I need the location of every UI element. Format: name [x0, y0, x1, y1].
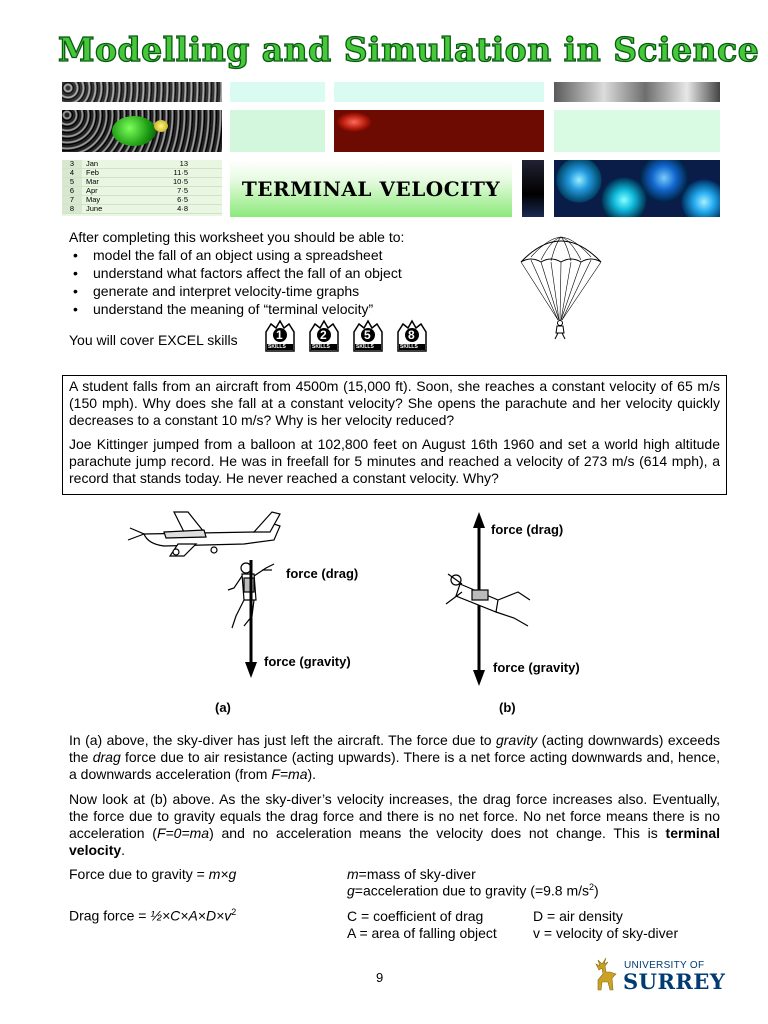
- page-number: 9: [376, 970, 384, 985]
- drag-equation: Drag force = $\frac{1}{2}\times C\times A\times D\times v^2$: [69, 907, 237, 924]
- university-logo: [590, 956, 724, 996]
- graphene-molecule-image: [62, 110, 222, 152]
- logo-text-small: UNIVERSITY OF: [624, 960, 705, 971]
- gravity-equation: Force due to gravity = m×g: [69, 866, 237, 882]
- c-definition: C = coefficient of drag: [347, 908, 484, 924]
- objectives: [69, 228, 499, 318]
- spreadsheet-row: 3 Jan 13: [62, 160, 222, 169]
- label-b: (b): [499, 700, 516, 715]
- banner-tile-cyan-2: [334, 82, 544, 102]
- label-a: (a): [215, 700, 231, 715]
- worksheet-title-box: [230, 160, 512, 217]
- mass-definition: m=mass of sky-diver: [347, 866, 476, 882]
- spreadsheet-row: 7 May 6·5: [62, 196, 222, 205]
- parachute-illustration: [518, 232, 604, 340]
- d-definition: D = air density: [533, 908, 623, 924]
- skill-badge-icon: 1 SKILLS: [262, 318, 298, 354]
- explanation-paragraph-1: In (a) above, the sky-diver has just left the aircraft. The force due to gravity (acting downwards) exceeds the drag force due to air resistance (acting upwards). There is a net force acting downwards and, hence, a downwards acceleration (from F=ma).: [69, 732, 720, 782]
- list-item: • understand the meaning of “terminal velocity”: [93, 300, 499, 318]
- skill-badge-icon: 8 SKILLS: [394, 318, 430, 354]
- question-paragraph: Joe Kittinger jumped from a balloon at 102,800 feet on August 16th 1960 and set a world high altitude parachute jump record. He was in freefall for 5 minutes and reached a velocity of 273 m/s (614 mph), a record that stands today. He never reached a constant velocity. Why?: [69, 436, 720, 486]
- blood-cells-image: [334, 110, 544, 152]
- explanation-paragraph-2: Now look at (b) above. As the sky-diver’s velocity increases, the drag force increases also. Eventually, the force due to gravity equals the drag force and there is no net force. No net force means there is no acceleration (F=0=ma) and no acceleration means the velocity does not change. This is terminal velocity.: [69, 791, 721, 858]
- spreadsheet-row: 5 Mar 10·5: [62, 178, 222, 187]
- banner-tile-green-2: [554, 110, 720, 152]
- worksheet-title: TERMINAL VELOCITY: [241, 176, 501, 201]
- v-definition: v = velocity of sky-diver: [533, 925, 679, 941]
- objectives-list: [69, 246, 499, 318]
- spreadsheet-thumbnail: [62, 160, 222, 216]
- g-definition: g=acceleration due to gravity (=9.8 $m/s^2$): [347, 882, 599, 899]
- banner-tile-green-1: [230, 110, 325, 152]
- label-force-gravity-a: force (gravity): [264, 654, 351, 669]
- skill-badge-icon: 2 SKILLS: [306, 318, 342, 354]
- banner-tile-dark: [522, 160, 544, 217]
- list-item: • generate and interpret velocity-time graphs: [93, 282, 499, 300]
- page-title: Modelling and Simulation in Science: [58, 30, 760, 69]
- label-force-gravity-b: force (gravity): [493, 660, 580, 675]
- a-definition: A = area of falling object: [347, 925, 497, 941]
- question-paragraph: A student falls from an aircraft from 4500m (15,000 ft). Soon, she reaches a constant velocity of 65 m/s (150 mph). Why does she fall at a constant velocity? She opens the parachute and her velocity quickly decreases to a constant 10 m/s? Why is her velocity reduced?: [69, 378, 720, 428]
- excel-skills-text: You will cover EXCEL skills: [69, 332, 238, 348]
- label-force-drag-b: force (drag): [491, 522, 564, 537]
- label-force-drag-a: force (drag): [286, 566, 359, 581]
- banner-tile-cyan-1: [230, 82, 325, 102]
- stag-icon: [590, 956, 620, 994]
- spreadsheet-row: 8 June 4·8: [62, 205, 222, 214]
- microscope-surface-image: [554, 82, 720, 102]
- question-box: [62, 375, 727, 495]
- graphene-image: [62, 82, 222, 102]
- force-arrow-a: [244, 560, 258, 680]
- skydiver-b-illustration: [442, 570, 532, 632]
- list-item: • understand what factors affect the fall of an object: [93, 264, 499, 282]
- spheres-image: [554, 160, 720, 217]
- logo-text-big: SURREY: [623, 969, 726, 994]
- spreadsheet-row: 4 Feb 11·5: [62, 169, 222, 178]
- skill-badge-icon: 5 SKILLS: [350, 318, 386, 354]
- aircraft-illustration: [124, 510, 286, 560]
- objectives-lead: After completing this worksheet you should be able to:: [69, 229, 405, 245]
- spreadsheet-row: 6 Apr 7·5: [62, 187, 222, 196]
- list-item: • model the fall of an object using a spreadsheet: [93, 246, 499, 264]
